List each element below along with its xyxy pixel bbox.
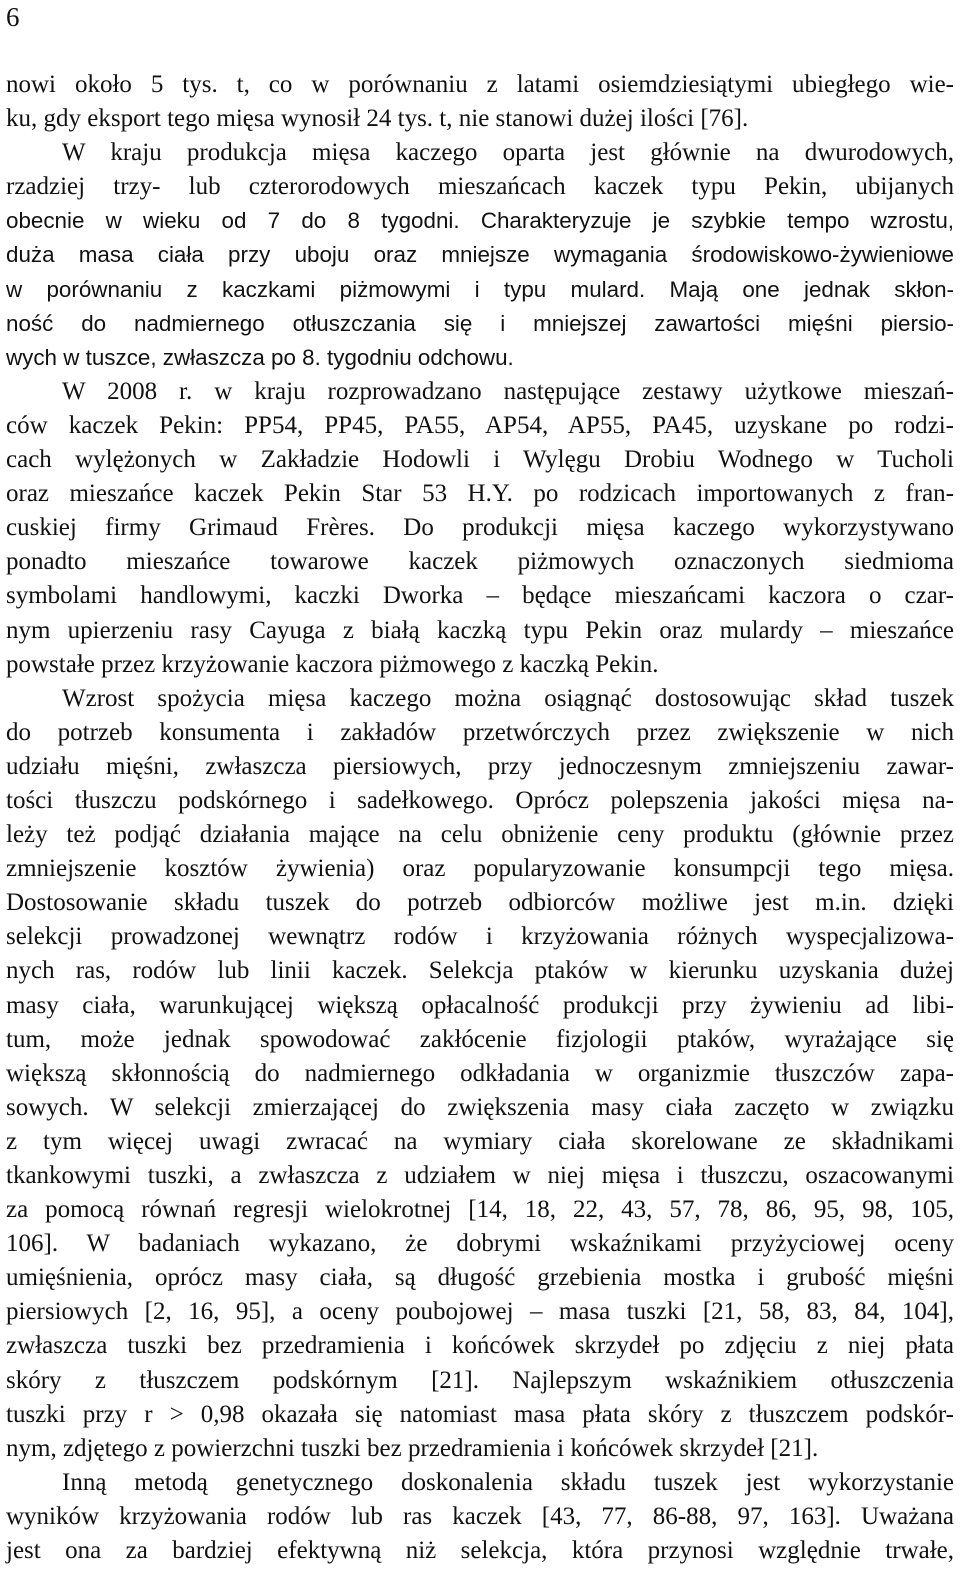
text-line: obecnie w wieku od 7 do 8 tygodni. Charakteryzuje je szybkie tempo wzrostu, [6, 208, 954, 234]
text-line: nowi około 5 tys. t, co w porównaniu z latami osiemdziesiątymi ubiegłego wie- [6, 71, 954, 98]
text-line: większą skłonnością do nadmiernego odkładania w organizmie tłuszczów zapa- [6, 1059, 954, 1087]
text-line: umięśnienia, oprócz masy ciała, są długość grzebienia mostka i grubość mięśni [6, 1264, 954, 1292]
text-line: Inną metodą genetycznego doskonalenia składu tuszek jest wykorzystanie [62, 1468, 954, 1496]
text-line: rzadziej trzy- lub czterorodowych mieszańcach kaczek typu Pekin, ubijanych [6, 173, 954, 201]
text-line: sowych. W selekcji zmierzającej do zwiększenia masy ciała zaczęto w związku [6, 1093, 954, 1121]
text-line: tuszki przy r > 0,98 okazała się natomiast masa płata skóry z tłuszczem podskór- [6, 1400, 954, 1428]
text-line: nych ras, rodów lub linii kaczek. Selekcja ptaków w kierunku uzyskania dużej [6, 957, 954, 985]
text-line: udziału mięśni, zwłaszcza piersiowych, przy jednoczesnym zmniejszeniu zawar- [6, 752, 954, 780]
text-line: ność do nadmiernego otłuszczania się i mniejszej zawartości mięśni piersio- [6, 310, 954, 336]
body-text [6, 68, 954, 1568]
text-line: skóry z tłuszczem podskórnym [21]. Najlepszym wskaźnikiem otłuszczenia [6, 1366, 954, 1394]
text-line: cuskiej firmy Grimaud Frères. Do produkcji mięsa kaczego wykorzystywano [6, 514, 954, 542]
text-line: cach wylężonych w Zakładzie Hodowli i Wylęgu Drobiu Wodnego w Tucholi [6, 446, 954, 474]
text-line: W 2008 r. w kraju rozprowadzano następujące zestawy użytkowe mieszań- [62, 377, 954, 405]
text-line: ców kaczek Pekin: PP54, PP45, PA55, AP54, AP55, PA45, uzyskane po rodzi- [6, 411, 954, 439]
text-line: masy ciała, warunkującej większą opłacalność produkcji przy żywieniu ad libi- [6, 991, 954, 1019]
text-line: selekcji prowadzonej wewnątrz rodów i krzyżowania różnych wyspecjalizowa- [6, 923, 954, 951]
page-number: 6 [6, 2, 20, 32]
text-line: ponadto mieszańce towarowe kaczek piżmowych oznaczonych siedmioma [6, 548, 954, 576]
text-line: Dostosowanie składu tuszek do potrzeb odbiorców możliwe jest m.in. dzięki [6, 889, 954, 917]
text-line: Wzrost spożycia mięsa kaczego można osiągnąć dostosowując skład tuszek [62, 684, 954, 712]
text-line: piersiowych [2, 16, 95], a oceny poubojowej – masa tuszki [21, 58, 83, 84, 104], [6, 1298, 954, 1326]
text-line: zmniejszenie kosztów żywienia) oraz popularyzowanie konsumpcji tego mięsa. [6, 855, 954, 883]
text-line: 106]. W badaniach wykazano, że dobrymi wskaźnikami przyżyciowej oceny [6, 1230, 954, 1258]
text-line: tości tłuszczu podskórnego i sadełkowego. Oprócz polepszenia jakości mięsa na- [6, 786, 954, 814]
text-line: leży też podjąć działania mające na celu obniżenie ceny produktu (głównie przez [6, 821, 954, 849]
text-line: tum, może jednak spowodować zakłócenie fizjologii ptaków, wyrażające się [6, 1025, 954, 1053]
text-line: jest ona za bardziej efektywną niż selekcja, która przynosi względnie trwałe, [6, 1537, 954, 1565]
text-line: nym, zdjętego z powierzchni tuszki bez przedramienia i końcówek skrzydeł [21]. [6, 1434, 819, 1462]
text-line: symbolami handlowymi, kaczki Dworka – będące mieszańcami kaczora o czar- [6, 582, 954, 610]
text-line: wych w tuszce, zwłaszcza po 8. tygodniu odchowu. [6, 344, 514, 370]
text-line: oraz mieszańce kaczek Pekin Star 53 H.Y. po rodzicach importowanych z fran- [6, 480, 954, 508]
text-line: z tym więcej uwagi zwracać na wymiary ciała skorelowane ze składnikami [6, 1127, 954, 1155]
text-line: duża masa ciała przy uboju oraz mniejsze wymagania środowiskowo-żywieniowe [6, 242, 954, 268]
text-line: nym upierzeniu rasy Cayuga z białą kaczką typu Pekin oraz mulardy – mieszańce [6, 616, 954, 644]
text-line: za pomocą równań regresji wielokrotnej [14, 18, 22, 43, 57, 78, 86, 95, 98, 105, [6, 1196, 954, 1224]
text-line: w porównaniu z kaczkami piżmowymi i typu mulard. Mają one jednak skłon- [6, 276, 954, 302]
text-line: W kraju produkcja mięsa kaczego oparta jest głównie na dwurodowych, [62, 139, 954, 167]
text-line: tkankowymi tuszki, a zwłaszcza z udziałem w niej mięsa i tłuszczu, oszacowanymi [6, 1162, 954, 1189]
text-line: zwłaszcza tuszki bez przedramienia i końcówek skrzydeł po zdjęciu z niej płata [6, 1332, 954, 1360]
text-line: ku, gdy eksport tego mięsa wynosił 24 tys. t, nie stanowi dużej ilości [76]. [6, 105, 749, 133]
text-line: powstałe przez krzyżowanie kaczora piżmowego z kaczką Pekin. [6, 650, 659, 678]
text-line: wyników krzyżowania rodów lub ras kaczek [43, 77, 86-88, 97, 163]. Uważana [6, 1502, 954, 1530]
text-line: do potrzeb konsumenta i zakładów przetwórczych przez zwiększenie w nich [6, 718, 954, 746]
